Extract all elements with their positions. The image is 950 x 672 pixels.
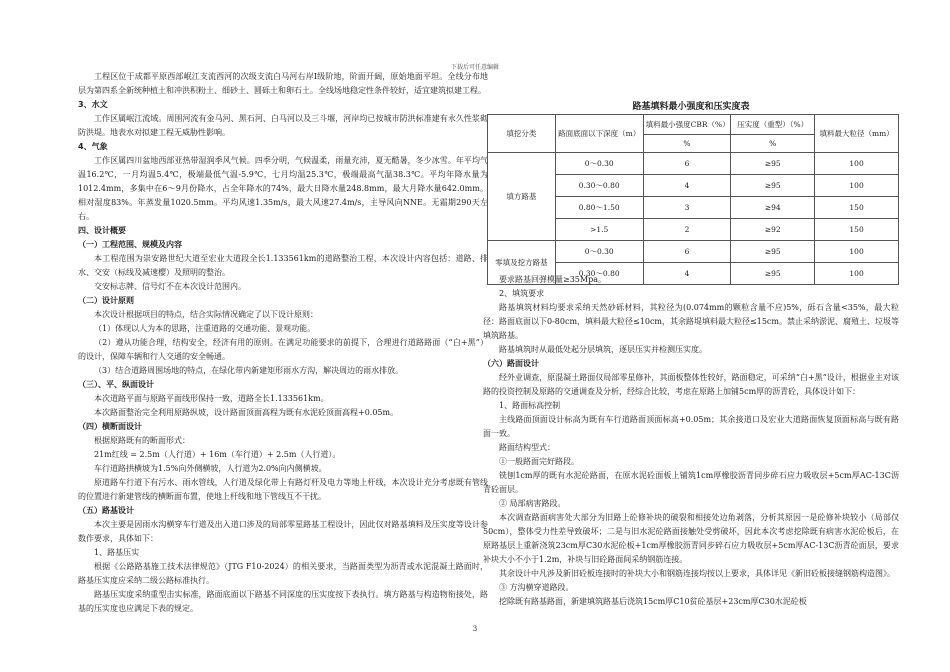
table-cell: 150 <box>815 219 899 241</box>
table-cell: 100 <box>815 241 899 263</box>
table-cell: 4 <box>643 175 731 197</box>
table-cell: 0～0.30 <box>555 153 643 175</box>
table-cell: 0.30～0.80 <box>555 263 643 285</box>
paragraph: （2）遵从功能合理，结构安全，经济有用的原则。在满足功能要求的前提下，合理进行道路路面（“白+黑”）的设计，保障车辆和行人交通的安全畅通。 <box>78 338 488 361</box>
table-cell: 100 <box>815 175 899 197</box>
paragraph: 原道路车行道下有污水、雨水管线，人行道及绿化带上有路灯杆及电力等地上杆线，本次设计充分考虑既有管线的位置进行新建管线的横断面布置，使地上杆线和地下管线互不干扰。 <box>78 478 488 501</box>
section-heading: 四、设计概要 <box>78 226 126 235</box>
paragraph: 交安标志牌、信号灯不在本次设计范围内。 <box>94 282 246 291</box>
paragraph: 经外业调查，原混凝土路面仅局部零星修补，其面板整体性较好，路面稳定，可采纳“白+黑”设计，根据业主对该路的投资控制及原路的交通调查及分析，经综合比较，考虑在原路上加铺5cm厚的沥青砼，具体设计如下： <box>483 373 899 396</box>
paragraph: 工作区属岷江流域。周围河流有金马河、黑石河、白马河以及三斗堰，河岸均已按城市防洪标准建有永久性浆砌防洪堤。地表水对拟建工程无威胁性影响。 <box>78 114 488 137</box>
header-compaction-unit: % <box>731 135 815 153</box>
paragraph: 本次路面整治完全利用原路纵坡，设计路面顶面高程为既有水泥砼顶面高程+0.05m。 <box>94 408 399 417</box>
table-cell: 0～0.30 <box>555 241 643 263</box>
paragraph: 2、填筑要求 <box>499 289 545 298</box>
section-heading: （五）路基设计 <box>78 506 134 515</box>
paragraph: ③ 方沟横穿道路段。 <box>499 583 574 592</box>
table-cell: 6 <box>643 241 731 263</box>
paragraph: 根据《公路路基施工技术法律规范》（JTG F10-2024）的相关要求，当路面类型为沥青或水泥混凝土路面时，路基压实度应采纳二级公路标准执行。 <box>78 562 488 585</box>
paragraph: 1、路基压实 <box>94 548 140 557</box>
paragraph: 路面结构型式： <box>499 443 555 452</box>
header-max-size: 填料最大粒径（mm） <box>815 115 899 153</box>
table-cell: 100 <box>815 153 899 175</box>
header-cbr-unit: % <box>643 135 731 153</box>
paragraph: 根据原路既有的断面形式： <box>94 436 190 445</box>
paragraph: 工作区属四川盆地西部亚热带湿润季风气候。四季分明，气候温柔，雨量充沛，夏无酷暑，冬少冰雪。年平均气温16.2℃，一月均温5.4℃，极端最低气温-5.9℃，七月均温25.3℃，极端最高气温38.3℃。平均年降水量为1012.4mm，多集中在6～9月份降水，占全年降水的74%，最大日降水量248.8mm，最大月降水量642.0mm。相对湿度83%。年蒸发量1020.5mm。平均风速1.35m/s，最大风速27.4m/s，主导风向NNE。无霜期290天左右。 <box>78 156 488 221</box>
header-depth: 路面底面以下深度（m） <box>555 115 643 153</box>
paragraph: 路基填筑时从最低处起分层填筑，逐层压实并检测压实度。 <box>499 345 707 354</box>
paragraph: 1、路面标高控制 <box>499 401 561 410</box>
table-cell: 3 <box>643 197 731 219</box>
paragraph: 其余设计中凡涉及新旧砼板连接时的补块大小和钢筋连接均按以上要求，具体详见《新旧砼板接缝钢筋构造图》。 <box>499 569 895 578</box>
paragraph: 路基压实度采纳重型击实标准，路面底面以下路基不同深度的压实度按下表执行。填方路基与构造物衔接处，路基的压实度也应满足下表的规定。 <box>78 590 488 613</box>
paragraph: 挖除既有路基路面，新建填筑路基后浇筑15cm厚C10贫砼基层+23cm厚C30水泥砼板 <box>499 597 807 606</box>
paragraph: 本工程范围为崇安路世纪大道至宏业大道段全长1.133561km的道路整治工程，本次设计内容包括：道路、排水、交安（标线及减速樱）及照明的整治。 <box>78 254 488 277</box>
table-cell: ≥94 <box>731 197 815 219</box>
header-cbr: 填料最小强度CBR（%） <box>643 115 731 135</box>
paragraph: 工程区位于成都平原西部岷江支流西河的次级支流白马河右岸Ⅰ级阶地，阶面开阔，原始地面平坦。全线分布地层为第四系全新统种植土和冲洪积粉土、细砂土、圆砾土和卵石土。全线场地稳定性条件较好，适宜建筑拟建工程。 <box>78 72 488 95</box>
section-heading: （二）设计原则 <box>78 296 134 305</box>
paragraph: 本次调查路面病害处大部分为旧路上砼修补块的破裂和相接处边角剥落，分析其原因一是砼修补块较小（局部仅50cm），整体受力性差导致破坏；二是与旧水泥砼路面接触处受剪破坏，因此本次考虑挖除既有病害水泥砼板后，在原路基层上重新浇筑23cm厚C30水泥砼板+1cm厚橡胶沥青同步碎石应力吸收层+5cm厚AC-13C沥青砼面层，要求补块大小不小于1.2m，补块与旧砼路面间采纳钢筋连接。 <box>483 513 899 564</box>
paragraph: 主线路面顶面设计标高为既有车行道路面顶面标高+0.05m；其余接道口及宏业大道路面恢复顶面标高与既有路面一致。 <box>483 415 899 438</box>
row-category-cut: 零填及挖方路基 <box>488 241 556 285</box>
paragraph: 本次道路平面与原路平面线形保持一致，道路全长1.133561km。 <box>94 394 329 403</box>
row-category-fill: 填方路基 <box>488 153 556 241</box>
table-cell: 0.30～0.80 <box>555 175 643 197</box>
page-number: 3 <box>472 625 478 633</box>
table-cell: ≥95 <box>731 241 815 263</box>
table-cell: ≥95 <box>731 263 815 285</box>
section-heading: 3、水文 <box>78 100 108 109</box>
paragraph: ①一般路面完好路段。 <box>499 457 579 466</box>
header-compaction: 压实度（重型）（%） <box>731 115 815 135</box>
paragraph: 要求路基回弹模量≥35Mpa。 <box>499 275 606 284</box>
paragraph: （1）体现以人为本的思路，注重道路的交通功能、景观功能。 <box>94 324 316 333</box>
table-cell: ≥95 <box>731 175 815 197</box>
table-cell: ≥95 <box>731 153 815 175</box>
subgrade-spec-table <box>487 114 899 285</box>
paragraph: （3）结合道路周围场地的特点，在绿化带内新建矩形雨水方沟，解决周边的雨水排放。 <box>94 366 404 375</box>
right-column <box>483 273 899 609</box>
paragraph: 本次设计根据项目的特点，结合实际情况确定了以下设计原则： <box>94 310 318 319</box>
paragraph: 车行道路拱横坡为1.5%向外侧横坡，人行道为2.0%向内侧横坡。 <box>94 464 327 473</box>
header-note: 下载后可任意编辑 <box>450 64 499 71</box>
section-heading: （一）工程范围、规模及内容 <box>78 240 182 249</box>
paragraph: 21m红线 = 2.5m（人行道）+ 16m（车行道）+ 2.5m（人行道）。 <box>94 450 341 459</box>
paragraph: 本次主要是因雨水沟横穿车行道及出入道口涉及的局部零星路基工程设计，因此仅对路基填料及压实度等设计参数作要求，具体如下： <box>78 520 488 543</box>
section-heading: 4、气象 <box>78 142 108 151</box>
section-heading: （六）路面设计 <box>483 359 539 368</box>
paragraph: ② 局部病害路段。 <box>499 499 566 508</box>
table-cell: 6 <box>643 153 731 175</box>
section-heading: （四）横断面设计 <box>78 422 142 431</box>
table-cell: 2 <box>643 219 731 241</box>
table-title: 路基填料最小强度和压实度表 <box>632 102 750 112</box>
table-cell: ≥92 <box>731 219 815 241</box>
paragraph: 路基填筑材料均要求采纳天然砂砾材料，其粒径为(0.074mm的颗粒含量不应)5%，砾石含量<35%，最大粒径：路面底面以下0-80cm，填料最大粒径≤10cm，其余路堤填料最大粒径≤15cm。禁止采纳淤泥、腐殖土、垃圾等填筑路基。 <box>483 303 899 340</box>
table-cell: 4 <box>643 263 731 285</box>
header-category: 填挖分类 <box>488 115 556 153</box>
section-heading: （三）、平、纵面设计 <box>78 380 154 389</box>
table-cell: 0.80～1.50 <box>555 197 643 219</box>
table-cell: 150 <box>815 197 899 219</box>
table-cell: >1.5 <box>555 219 643 241</box>
paragraph: 铣刨1cm厚的既有水泥砼路面，在原水泥砼面板上铺筑1cm厚橡胶沥青同步碎石应力吸收层+5cm厚AC-13C沥青砼面层。 <box>483 471 899 494</box>
left-column <box>78 70 488 616</box>
table-cell: 100 <box>815 263 899 285</box>
